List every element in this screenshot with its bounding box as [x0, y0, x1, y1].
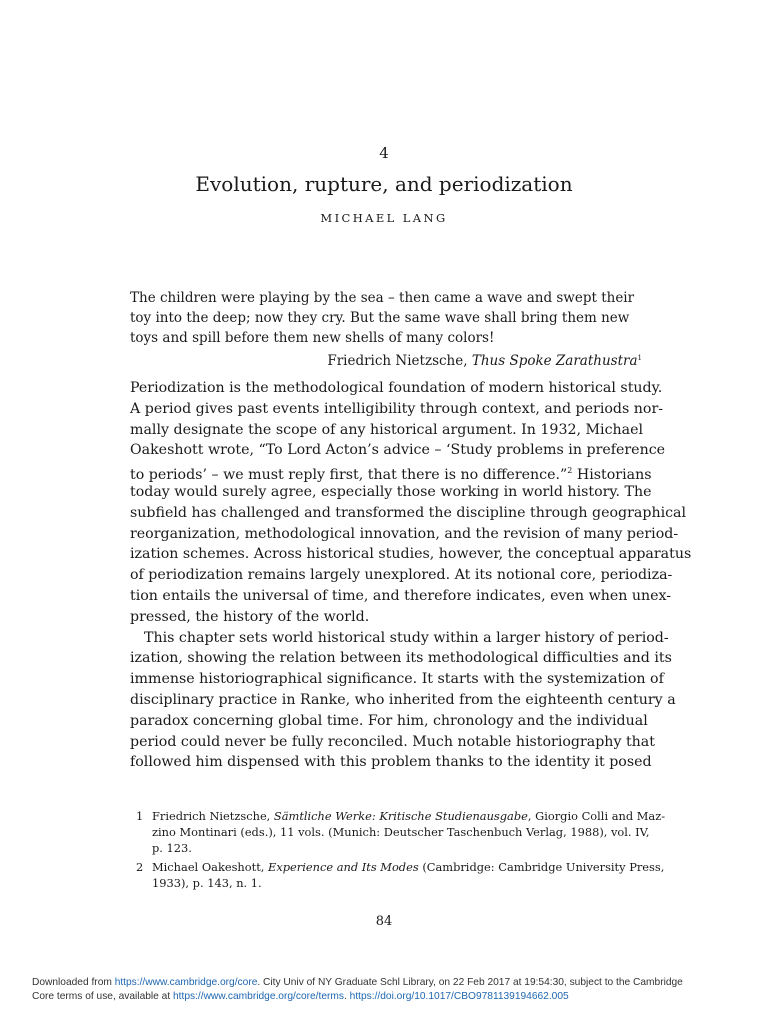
download-notice: [32, 976, 752, 1004]
epigraph-source: [130, 348, 642, 371]
footnotes: [136, 808, 666, 893]
body-line: Oakeshott wrote, “To Lord Acton’s advice – ‘Study problems in preference: [130, 442, 666, 459]
body-line: to periods’ – we must reply first, that there is no difference.”$^2$ Historians: [130, 466, 652, 484]
body-line: subfield has challenged and transformed the discipline through geographical: [130, 504, 687, 521]
body-line: tion entails the universal of time, and therefore indicates, even when unex-: [130, 587, 672, 604]
body-line: Periodization is the methodological foundation of modern historical study.: [130, 380, 663, 396]
epigraph-source-work: Thus Spoke Zarathustra: [471, 353, 638, 369]
epigraph-source-author: Friedrich Nietzsche,: [327, 353, 472, 369]
body-line: followed him dispensed with this problem thanks to the identity it posed: [130, 754, 652, 771]
epigraph-line: toys and spill before them new shells of many colors!: [130, 330, 495, 346]
doi-link[interactable]: https://doi.org/10.1017/CBO9781139194662.005: [349, 991, 569, 1002]
body-line: paradox concerning global time. For him, chronology and the individual: [130, 712, 648, 729]
epigraph: [130, 288, 642, 371]
chapter-author: MICHAEL LANG: [320, 211, 448, 225]
footnote-line: zino Montinari (eds.), 11 vols. (Munich: Deutscher Taschenbuch Verlag, 1988), vol. IV,: [152, 825, 650, 840]
footnote-ref-2[interactable]: 2: [567, 466, 573, 476]
body-line: A period gives past events intelligibility through context, and periods nor-: [130, 400, 664, 417]
body-line: ization, showing the relation between its methodological difficulties and its: [130, 650, 672, 667]
chapter-title: Evolution, rupture, and periodization: [195, 172, 573, 196]
epigraph-line: toy into the deep; now they cry. But the same wave shall bring them new: [130, 310, 630, 326]
body-line: ization schemes. Across historical studies, however, the conceptual apparatus: [130, 546, 692, 563]
footnote-line: Michael Oakeshott, Experience and Its Modes (Cambridge: Cambridge University Press,: [152, 859, 665, 874]
body-text: [130, 378, 692, 773]
download-notice-line: Downloaded from https://www.cambridge.org/core. City Univ of NY Graduate Schl Library, on 22 Feb 2017 at 19:54:30, subject to the Cambridge: [32, 977, 683, 988]
body-line: This chapter sets world historical study within a larger history of period-: [144, 629, 669, 646]
body-line: reorganization, methodological innovation, and the revision of many period-: [130, 525, 679, 542]
footnote-line: 1933), p. 143, n. 1.: [152, 875, 262, 890]
footnote-number: 1: [136, 809, 144, 823]
footnote-1: [136, 808, 666, 857]
body-line: pressed, the history of the world.: [130, 608, 370, 625]
cambridge-core-link[interactable]: https://www.cambridge.org/core: [114, 977, 258, 988]
body-line: immense historiographical significance. It starts with the systemization of: [130, 671, 664, 688]
body-line: today would surely agree, especially those working in world history. The: [130, 483, 652, 500]
body-line: mally designate the scope of any historical argument. In 1932, Michael: [130, 421, 644, 438]
footnote-number: 2: [136, 859, 144, 874]
footnote-2: [136, 859, 665, 891]
terms-link[interactable]: https://www.cambridge.org/core/terms: [173, 991, 344, 1002]
epigraph-line: The children were playing by the sea – then came a wave and swept their: [130, 290, 635, 306]
footnote-line: p. 123.: [152, 841, 192, 856]
chapter-number: 4: [379, 144, 389, 162]
body-line: period could never be fully reconciled. Much notable historiography that: [130, 733, 655, 750]
page-number: 84: [375, 914, 393, 929]
footnote-ref-1[interactable]: 1: [637, 354, 642, 362]
download-notice-line: Core terms of use, available at https://www.cambridge.org/core/terms. https://doi.org/10.1017/CBO9781139194662.005: [32, 991, 569, 1002]
footnote-line: Friedrich Nietzsche, Sämtliche Werke: Kritische Studienausgabe, Giorgio Colli and Maz-: [152, 809, 666, 823]
body-line: disciplinary practice in Ranke, who inherited from the eighteenth century a: [130, 691, 676, 708]
body-line: of periodization remains largely unexplored. At its notional core, periodiza-: [130, 567, 673, 584]
